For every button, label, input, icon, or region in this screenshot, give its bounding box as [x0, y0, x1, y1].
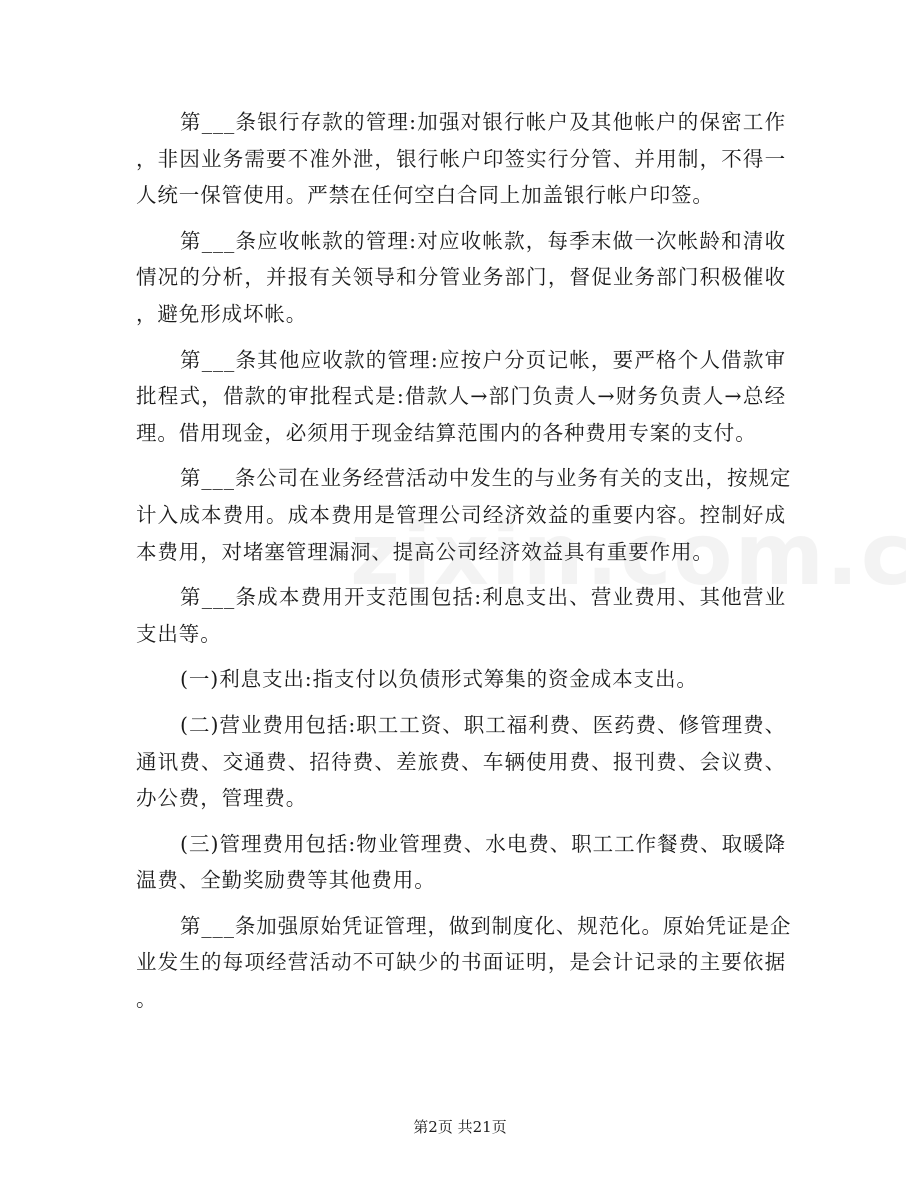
paragraph-business-expenditure: [136, 460, 792, 570]
text-line: 本费用，对堵塞管理漏洞、提高公司经济效益具有重要作用。: [136, 539, 714, 564]
text-line: 通讯费、交通费、招待费、差旅费、车辆使用费、报刊费、会议费、: [136, 749, 786, 774]
text-line: 温费、全勤奖励费等其他费用。: [136, 868, 436, 893]
text-line: 第___条公司在业务经营活动中发生的与业务有关的支出，按规定: [180, 466, 792, 491]
text-line: 。: [136, 987, 158, 1012]
text-line: (二)营业费用包括:职工工资、职工福利费、医药费、修管理费、: [180, 712, 786, 737]
text-line: 第___条其他应收款的管理:应按户分页记帐，要严格个人借款审: [180, 347, 786, 372]
paragraph-operating-expenses: [136, 707, 786, 817]
text-line: 支出等。: [136, 621, 222, 646]
paragraph-accounts-receivable: [136, 223, 786, 333]
paragraph-interest-expense: [136, 661, 786, 698]
text-line: 理。借用现金，必须用于现金结算范围内的各种费用专案的支付。: [136, 420, 757, 445]
text-line: 人统一保管使用。严禁在任何空白合同上加盖银行帐户印签。: [136, 183, 714, 208]
text-line: 第___条应收帐款的管理:对应收帐款，每季末做一次帐龄和清收: [180, 228, 786, 253]
text-line: (一)利息支出:指支付以负债形式筹集的资金成本支出。: [180, 667, 698, 692]
document-body: [136, 104, 792, 1018]
text-line: ，非因业务需要不准外泄，银行帐户印签实行分管、并用制，不得一: [136, 146, 786, 171]
text-line: 批程式，借款的审批程式是:借款人→部门负责人→财务负责人→总经: [136, 384, 786, 409]
text-line: 业发生的每项经营活动不可缺少的书面证明，是会计记录的主要依据: [136, 950, 786, 975]
paragraph-bank-deposit: [136, 104, 786, 214]
text-line: 计入成本费用。成本费用是管理公司经济效益的重要内容。控制好成: [136, 502, 786, 527]
text-line: 第___条加强原始凭证管理，做到制度化、规范化。原始凭证是企: [180, 913, 792, 938]
text-line: 办公费，管理费。: [136, 786, 308, 811]
paragraph-other-receivables: [136, 342, 786, 452]
paragraph-management-expenses: [136, 826, 786, 899]
text-line: 第___条银行存款的管理:加强对银行帐户及其他帐户的保密工作: [180, 110, 786, 134]
text-line: ，避免形成坏帐。: [136, 301, 308, 326]
text-line: (三)管理费用包括:物业管理费、水电费、职工工作餐费、取暖降: [180, 831, 786, 856]
paragraph-cost-scope: [136, 579, 786, 652]
text-line: 情况的分析，并报有关领导和分管业务部门，督促业务部门积极催收: [136, 265, 786, 290]
text-line: 第___条成本费用开支范围包括:利息支出、营业费用、其他营业: [180, 585, 786, 610]
paragraph-original-vouchers: [136, 908, 792, 1018]
page-number: 第2页 共21页: [413, 1118, 507, 1136]
